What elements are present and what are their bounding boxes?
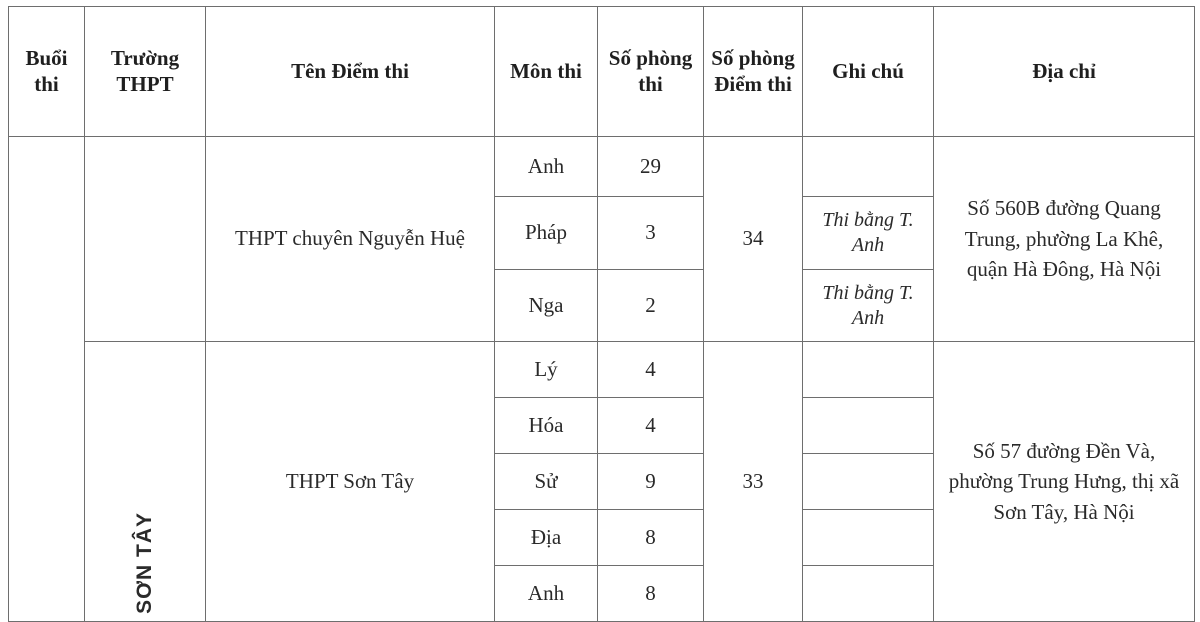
note-cell [803,454,934,510]
header-site-rooms: Số phòng Điểm thi [704,7,803,137]
note-cell [803,137,934,197]
header-school: Trường THPT [85,7,206,137]
school-cell [85,137,206,342]
header-note: Ghi chú [803,7,934,137]
note-cell [803,510,934,566]
subject-cell: Nga [495,270,598,342]
header-exam-site: Tên Điểm thi [206,7,495,137]
header-subject: Môn thi [495,7,598,137]
subject-cell: Anh [495,137,598,197]
rooms-cell: 8 [598,566,704,622]
site-rooms-cell: 33 [704,342,803,622]
subject-cell: Sử [495,454,598,510]
header-address: Địa chỉ [934,7,1195,137]
subject-cell: Hóa [495,398,598,454]
header-session: Buổi thi [9,7,85,137]
session-cell [9,137,85,622]
subject-cell: Pháp [495,197,598,270]
rooms-cell: 4 [598,342,704,398]
address-cell: Số 57 đường Đền Và, phường Trung Hưng, thị xã Sơn Tây, Hà Nội [934,342,1195,622]
note-cell [803,342,934,398]
note-cell [803,566,934,622]
note-cell: Thi bằng T. Anh [803,197,934,270]
note-cell: Thi bằng T. Anh [803,270,934,342]
header-row [9,7,1195,137]
address-cell: Số 560B đường Quang Trung, phường La Khê, quận Hà Đông, Hà Nội [934,137,1195,342]
note-cell [803,398,934,454]
subject-cell: Anh [495,566,598,622]
rooms-cell: 8 [598,510,704,566]
header-rooms: Số phòng thi [598,7,704,137]
rooms-cell: 2 [598,270,704,342]
school-cell [85,342,206,622]
subject-cell: Lý [495,342,598,398]
exam-site-cell: THPT chuyên Nguyễn Huệ [206,137,495,342]
rooms-cell: 4 [598,398,704,454]
rooms-cell: 29 [598,137,704,197]
rooms-cell: 9 [598,454,704,510]
table-row [9,342,1195,398]
table-row [9,137,1195,197]
exam-site-cell: THPT Sơn Tây [206,342,495,622]
subject-cell: Địa [495,510,598,566]
school-vertical-label: SƠN TÂY [133,512,157,614]
site-rooms-cell: 34 [704,137,803,342]
exam-site-table [8,6,1195,622]
rooms-cell: 3 [598,197,704,270]
